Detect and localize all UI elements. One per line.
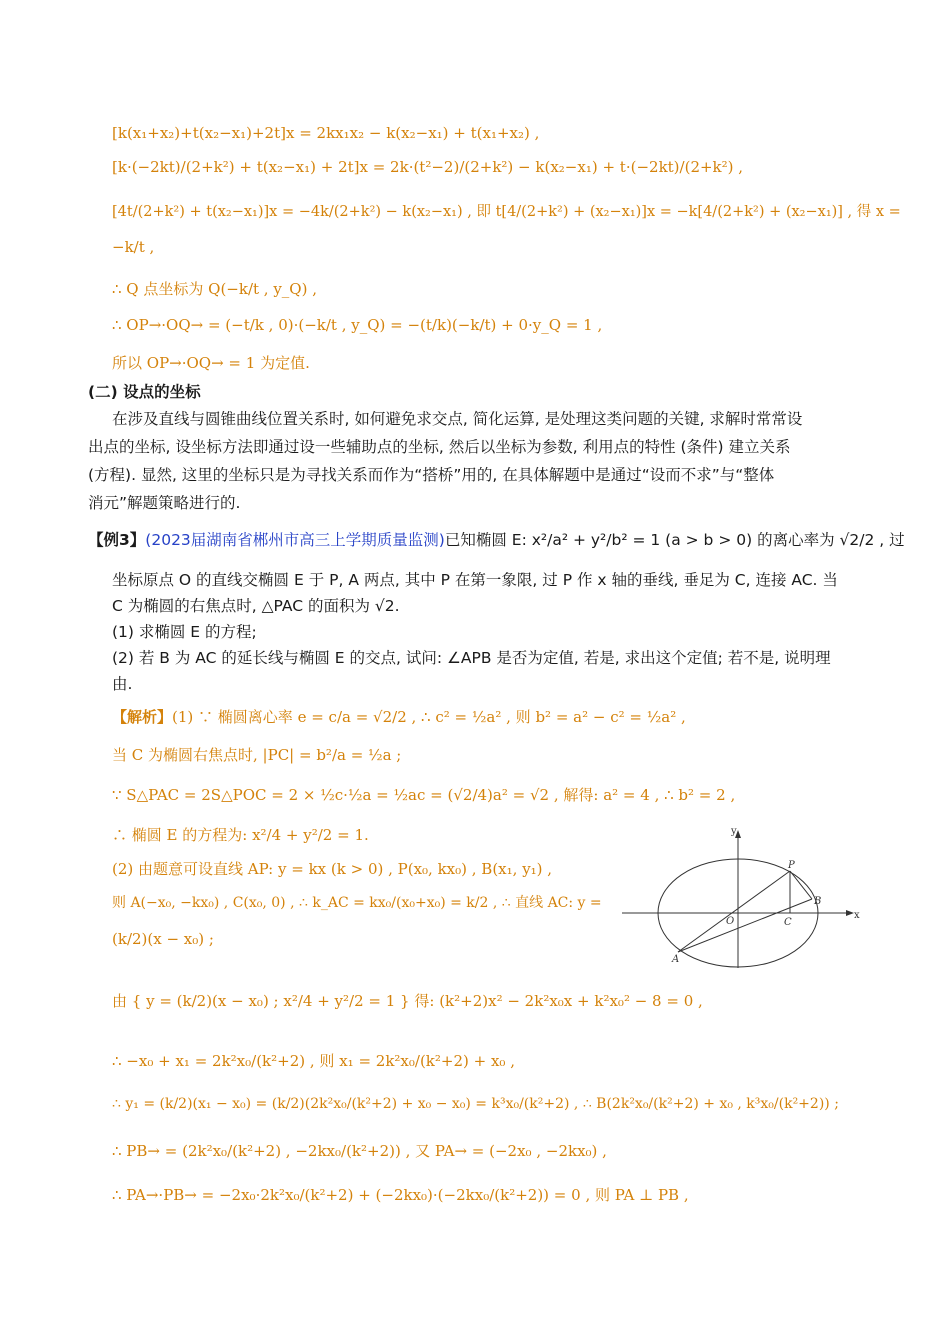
section-title: (二) 设点的坐标 — [88, 383, 201, 401]
section-para-line-1: 在涉及直线与圆锥曲线位置关系时, 如何避免求交点, 简化运算, 是处理这类问题的关键, 求解时常常设 — [112, 410, 803, 428]
solution-top-line-1: [k(x₁+x₂)+t(x₂−x₁)+2t]x = 2kx₁x₂ − k(x₂−x₁) + t(x₁+x₂) , — [112, 124, 540, 142]
section-para-line-2: 出点的坐标, 设坐标方法即通过设一些辅助点的坐标, 然后以坐标为参数, 利用点的特性 (条件) 建立关系 — [88, 438, 791, 456]
solution-line-9: ∴ −x₀ + x₁ = 2k²x₀/(k²+2) , 则 x₁ = 2k²x₀/(k²+2) + x₀ , — [112, 1052, 515, 1070]
solution-top-line-4: −k/t , — [112, 238, 155, 256]
example-line-1: 已知椭圆 E: x²/a² + y²/b² = 1 (a > b > 0) 的离心率为 √2/2 , 过 — [444, 531, 905, 549]
label-x: x — [854, 910, 860, 921]
solution-line-5: (2) 由题意可设直线 AP: y = kx (k > 0) , P(x₀, kx₀) , B(x₁, y₁) , — [112, 860, 553, 878]
label-b: B — [814, 896, 822, 907]
section-para-line-3: (方程). 显然, 这里的坐标只是为寻找关系而作为“搭桥”用的, 在具体解题中是通过“设而不求”与“整体 — [88, 466, 775, 484]
solution-top-line-7: 所以 OP→·OQ→ = 1 为定值. — [112, 354, 310, 372]
solution-line-8: 由 { y = (k/2)(x − x₀) ; x²/4 + y²/2 = 1 } 得: (k²+2)x² − 2k²x₀x + k²x₀² − 8 = 0 , — [112, 992, 703, 1010]
example-first-line — [88, 528, 905, 550]
example-tag: 【例3】 — [88, 531, 146, 549]
label-y: y — [731, 826, 737, 837]
example-line-2: 坐标原点 O 的直线交椭圆 E 于 P, A 两点, 其中 P 在第一象限, 过 P 作 x 轴的垂线, 垂足为 C, 连接 AC. 当 — [112, 571, 838, 589]
example-line-3: C 为椭圆的右焦点时, △PAC 的面积为 √2. — [112, 597, 400, 615]
example-source: (2023届湖南省郴州市高三上学期质量监测) — [145, 531, 445, 549]
ellipse-figure — [618, 822, 868, 972]
line-acb — [678, 899, 812, 952]
solution-top-line-6: ∴ OP→·OQ→ = (−t/k , 0)·(−k/t , y_Q) = −(t/k)(−k/t) + 0·y_Q = 1 , — [112, 316, 603, 334]
example-part-2: (2) 若 B 为 AC 的延长线与椭圆 E 的交点, 试问: ∠APB 是否为定值, 若是, 求出这个定值; 若不是, 说明理 — [112, 649, 831, 667]
label-o: O — [726, 916, 735, 927]
solution-top-line-2: [k·(−2kt)/(2+k²) + t(x₂−x₁) + 2t]x = 2k·(t²−2)/(2+k²) − k(x₂−x₁) + t·(−2kt)/(2+k²) , — [112, 158, 744, 176]
x-axis-arrow — [846, 910, 854, 916]
solution-line-10: ∴ y₁ = (k/2)(x₁ − x₀) = (k/2)(2k²x₀/(k²+2) + x₀ − x₀) = k³x₀/(k²+2) , ∴ B(2k²x₀/(k²+2) + x₀ , k³x₀/(k²+2)) ; — [112, 1096, 839, 1112]
solution-top-line-5: ∴ Q 点坐标为 Q(−k/t , y_Q) , — [112, 280, 317, 298]
label-c: C — [784, 917, 792, 928]
line-pb — [790, 871, 812, 899]
solution-line-3: ∵ S△PAC = 2S△POC = 2 × ½c·½a = ½ac = (√2/4)a² = √2 , 解得: a² = 4 , ∴ b² = 2 , — [112, 786, 736, 804]
solution-line-4: ∴ 椭圆 E 的方程为: x²/4 + y²/2 = 1. — [112, 826, 369, 844]
section-para-line-4: 消元”解题策略进行的. — [88, 494, 241, 512]
example-part-1: (1) 求椭圆 E 的方程; — [112, 623, 257, 641]
solution-tag: 【解析】 — [112, 708, 173, 726]
solution-line-2: 当 C 为椭圆右焦点时, |PC| = b²/a = ½a ; — [112, 746, 402, 764]
solution-line-7: (k/2)(x − x₀) ; — [112, 930, 214, 948]
solution-top-line-3: [4t/(2+k²) + t(x₂−x₁)]x = −4k/(2+k²) − k(x₂−x₁) , 即 t[4/(2+k²) + (x₂−x₁)]x = −k[4/(2+k²) + (x₂−x₁)] , 得 x = — [112, 204, 901, 220]
line-ap — [678, 871, 790, 952]
solution-line-1: 【解析】(1) ∵ 椭圆离心率 e = c/a = √2/2 , ∴ c² = ½a² , 则 b² = a² − c² = ½a² , — [112, 708, 686, 726]
label-a: A — [672, 954, 680, 965]
example-part-2-cont: 由. — [112, 675, 133, 693]
solution-line-12: ∴ PA→·PB→ = −2x₀·2k²x₀/(k²+2) + (−2kx₀)·(−2kx₀/(k²+2)) = 0 , 则 PA ⊥ PB , — [112, 1186, 689, 1204]
solution-line-11: ∴ PB→ = (2k²x₀/(k²+2) , −2kx₀/(k²+2)) , 又 PA→ = (−2x₀ , −2kx₀) , — [112, 1142, 607, 1160]
label-p: P — [788, 860, 795, 871]
solution-line-6: 则 A(−x₀, −kx₀) , C(x₀, 0) , ∴ k_AC = kx₀/(x₀+x₀) = k/2 , ∴ 直线 AC: y = — [112, 895, 602, 911]
